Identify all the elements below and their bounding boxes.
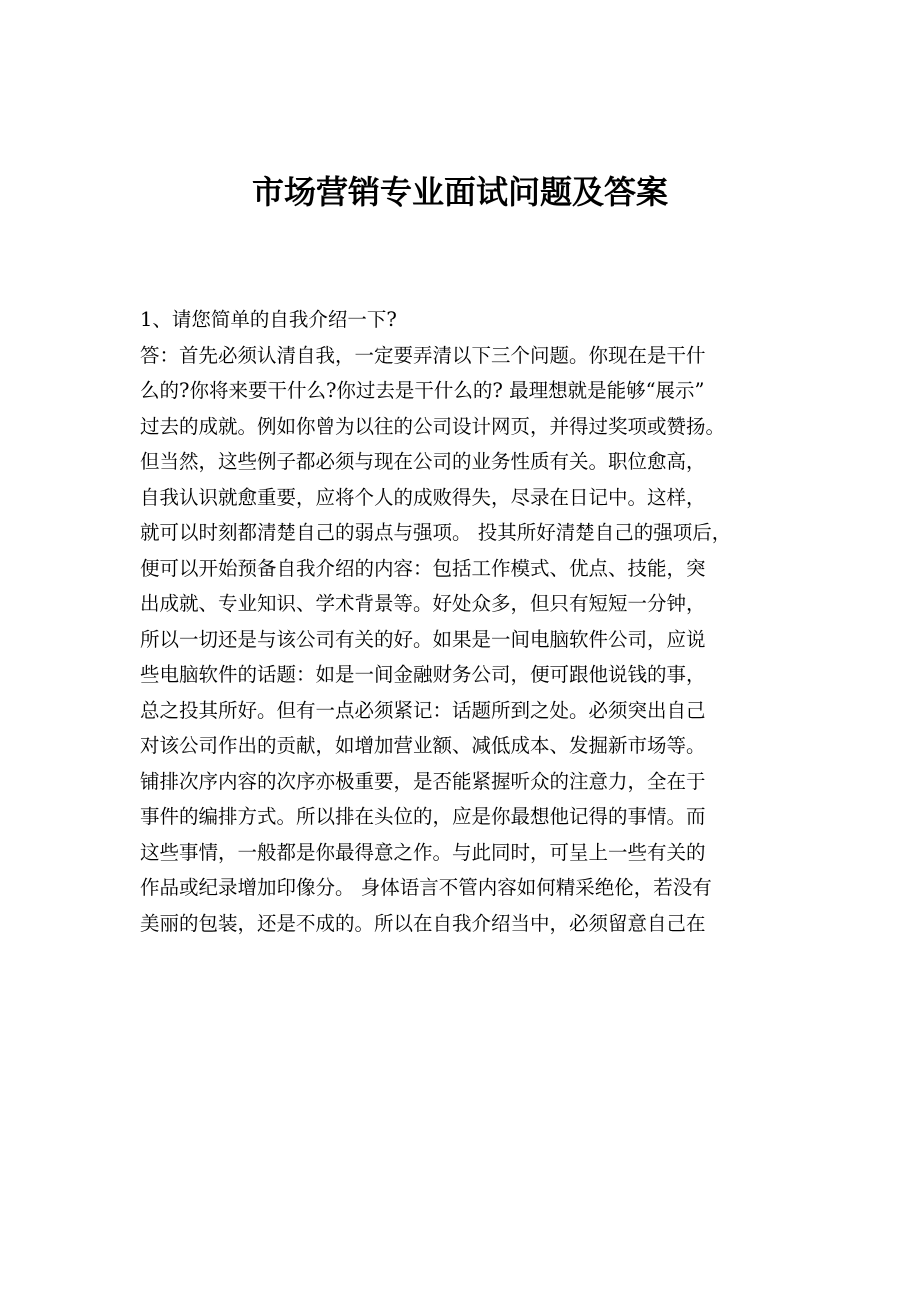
text-line: 事件的编排方式。所以排在头位的，应是你最想他记得的事情。而 — [140, 805, 706, 828]
text-line: 铺排次序内容的次序亦极重要，是否能紧握听众的注意力，全在于 — [140, 769, 706, 793]
text-line: 就可以时刻都清楚自己的弱点与强项。 投其所好清楚自己的强项后， — [140, 521, 732, 544]
page-title: 市场营销专业面试问题及答案 — [251, 173, 668, 211]
text-line: 些电脑软件的话题：如是一间金融财务公司，便可跟他说钱的事， — [140, 663, 706, 686]
text-line: 美丽的包装，还是不成的。所以在自我介绍当中，必须留意自己在 — [140, 911, 706, 935]
text-line: 1、请您简单的自我介绍一下? — [140, 308, 397, 331]
text-line: 所以一切还是与该公司有关的好。如果是一间电脑软件公司，应说 — [140, 627, 706, 651]
text-line: 过去的成就。例如你曾为以往的公司设计网页，并得过奖项或赞扬。 — [140, 414, 726, 438]
text-line: 作品或纪录增加印像分。 身体语言不管内容如何精采绝伦，若没有 — [140, 876, 712, 899]
text-line: 自我认识就愈重要，应将个人的成败得失，尽录在日记中。这样， — [140, 485, 706, 509]
text-line: 么的?你将来要干什么?你过去是干什么的? 最理想就是能够“展示” — [140, 379, 705, 402]
text-line: 但当然，这些例子都必须与现在公司的业务性质有关。职位愈高， — [140, 450, 706, 473]
text-line: 这些事情，一般都是你最得意之作。与此同时，可呈上一些有关的 — [140, 840, 706, 864]
text-line: 对该公司作出的贡献，如增加营业额、减低成本、发掘新市场等。 — [140, 734, 706, 757]
text-line: 便可以开始预备自我介绍的内容：包括工作模式、优点、技能，突 — [140, 556, 706, 580]
text-line: 答：首先必须认清自我，一定要弄清以下三个问题。你现在是干什 — [140, 343, 706, 367]
body-text — [140, 302, 800, 941]
text-line: 总之投其所好。但有一点必须紧记：话题所到之处。必须突出自己 — [140, 698, 706, 722]
text-line: 出成就、专业知识、学术背景等。好处众多，但只有短短一分钟， — [140, 592, 706, 615]
